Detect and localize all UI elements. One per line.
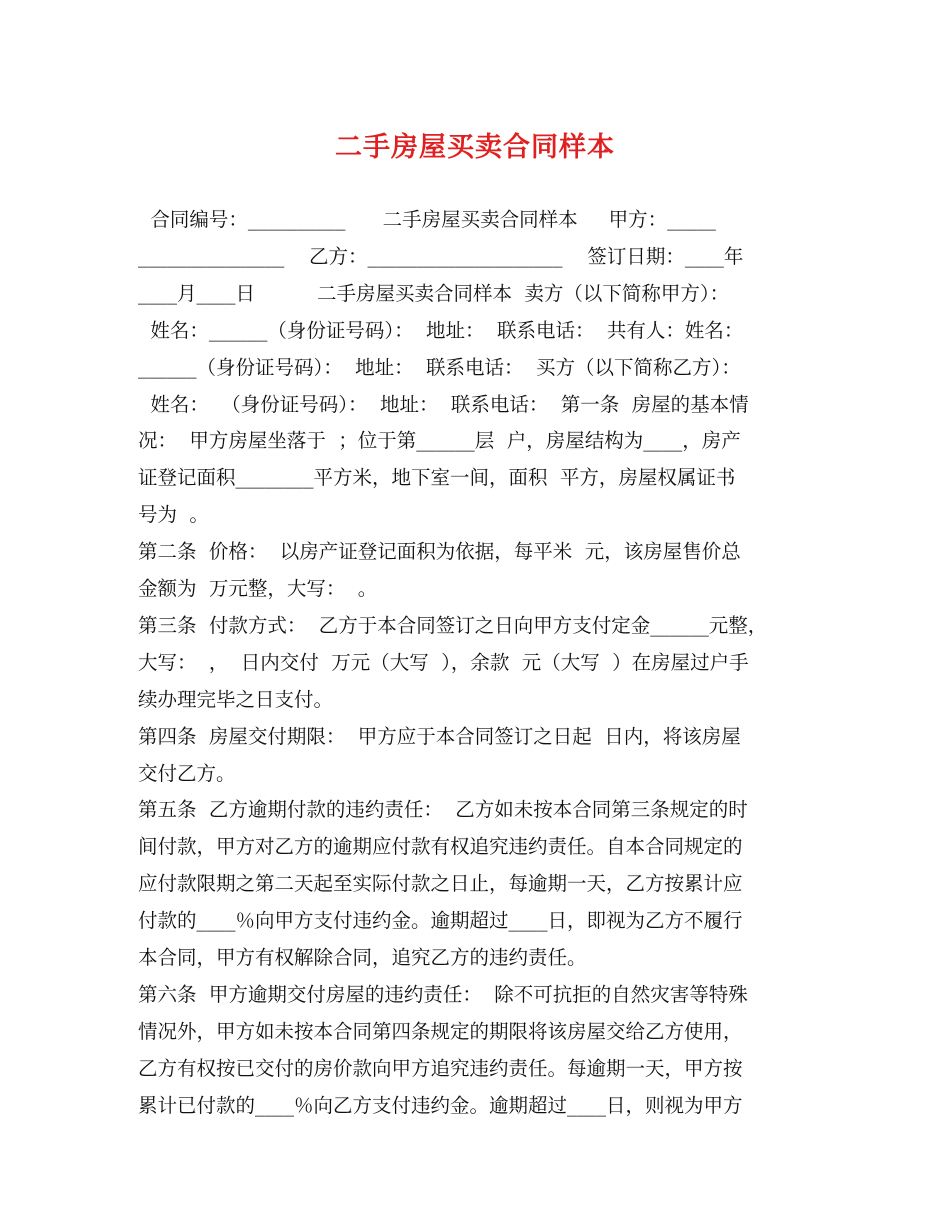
body-line: 乙方有权按已交付的房价款向甲方追究违约责任。每逾期一天，甲方按	[138, 1056, 743, 1080]
body-line: 姓名： （身份证号码）： 地址： 联系电话： 第一条 房屋的基本情	[138, 392, 749, 416]
body-line: 续办理完毕之日支付。	[138, 687, 334, 711]
body-line: 况： 甲方房屋坐落于 ；位于第______层 户，房屋结构为____，房产	[138, 429, 741, 453]
body-line: 证登记面积________平方米，地下室一间，面积 平方，房屋权属证书	[138, 466, 736, 490]
body-line: ____月____日 二手房屋买卖合同样本 卖方（以下简称甲方）：	[138, 281, 730, 305]
body-line: 间付款，甲方对乙方的逾期应付款有权追究违约责任。自本合同规定的	[138, 835, 743, 859]
body-line: 合同编号：__________ 二手房屋买卖合同样本 甲方：_____	[138, 208, 716, 231]
body-line: 姓名：______（身份证号码）： 地址： 联系电话： 共有人：姓名：	[138, 318, 744, 342]
body-line: 第五条 乙方逾期付款的违约责任： 乙方如未按本合同第三条规定的时	[138, 798, 748, 822]
body-line: 金额为 万元整，大写： 。	[138, 577, 378, 600]
body-line: 付款的____％向甲方支付违约金。逾期超过____日，即视为乙方不履行	[138, 909, 743, 933]
body-line: 第四条 房屋交付期限： 甲方应于本合同签订之日起 日内，将该房屋	[138, 724, 741, 748]
body-line: 交付乙方。	[138, 761, 236, 785]
body-line: 情况外，甲方如未按本合同第四条规定的期限将该房屋交给乙方使用，	[138, 1019, 743, 1043]
body-line: 累计已付款的____％向乙方支付违约金。逾期超过____日，则视为甲方	[138, 1093, 743, 1117]
body-line: 大写： ， 日内交付 万元（大写 ），余款 元（大写 ）在房屋过户手	[138, 650, 749, 674]
document-title: 二手房屋买卖合同样本	[335, 132, 615, 163]
body-line: 第六条 甲方逾期交付房屋的违约责任： 除不可抗拒的自然灾害等特殊	[138, 982, 748, 1006]
body-line: 第二条 价格： 以房产证登记面积为依据，每平米 元，该房屋售价总	[138, 540, 741, 564]
body-line: 应付款限期之第二天起至实际付款之日止，每逾期一天，乙方按累计应	[138, 872, 743, 896]
body-line: 号为 。	[138, 503, 209, 527]
body-line: _______________ 乙方：____________________ 签订日期：____年	[138, 244, 744, 268]
body-line: ______（身份证号码）： 地址： 联系电话： 买方（以下简称乙方）：	[138, 355, 741, 379]
body-line: 本合同，甲方有权解除合同，追究乙方的违约责任。	[138, 946, 587, 969]
body-line: 第三条 付款方式： 乙方于本合同签订之日向甲方支付定金______元整，	[138, 613, 768, 637]
